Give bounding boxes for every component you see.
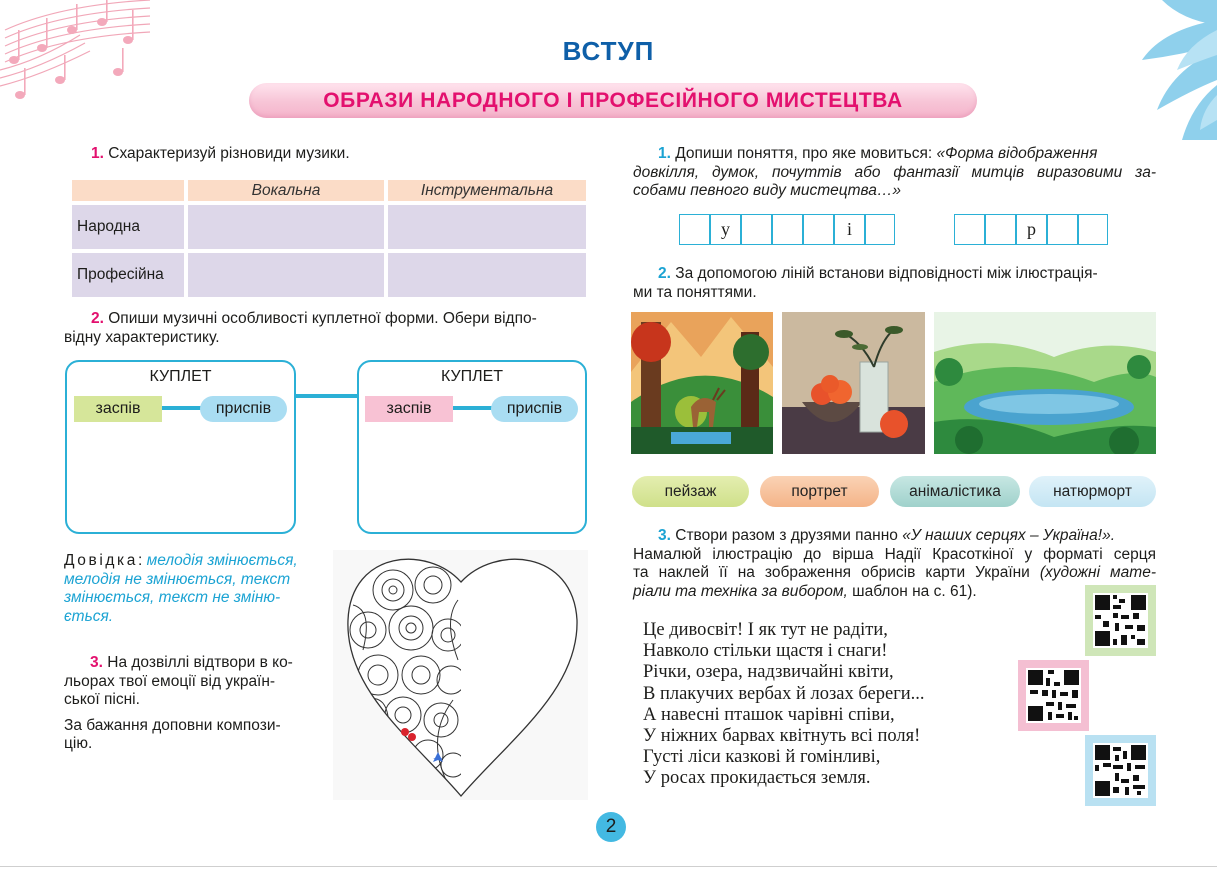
letter-box[interactable] — [803, 214, 834, 245]
letter-box[interactable] — [772, 214, 803, 245]
letter-box[interactable] — [1078, 214, 1108, 245]
letter-box[interactable] — [1047, 214, 1078, 245]
task-text: та наклей її на зображення обрисів карти України — [633, 564, 1030, 582]
letter-box[interactable]: і — [834, 214, 865, 245]
letter-box[interactable] — [865, 214, 895, 245]
kuplet-box-1[interactable] — [65, 360, 296, 534]
task-text: За бажання доповни компози- — [64, 716, 281, 734]
task-text: ми та поняттями. — [633, 283, 757, 301]
heart-coloring-illustration[interactable] — [333, 550, 588, 800]
left-task3 — [64, 654, 326, 754]
poem-line: А навесні пташок чарівні співи, — [643, 704, 895, 725]
table-corner — [72, 180, 184, 201]
concept-portrait[interactable]: портрет — [760, 476, 879, 507]
right-task2 — [633, 265, 1156, 302]
poem-line: Це дивосвіт! І як тут не радіти, — [643, 620, 888, 640]
left-task1 — [91, 145, 350, 164]
task-number: 2. — [658, 265, 671, 282]
letter-box[interactable] — [679, 214, 710, 245]
task-text: (художні мате- — [1039, 564, 1156, 582]
poem-line: В плакучих вербах й лозах береги... — [643, 683, 925, 704]
right-task3 — [633, 527, 1156, 601]
reference-label: Довідка — [64, 552, 138, 569]
qr-code-icon[interactable] — [1085, 735, 1156, 806]
page-bottom-divider — [0, 866, 1217, 867]
landscape-illustration[interactable] — [934, 312, 1156, 454]
concept-landscape[interactable]: пейзаж — [632, 476, 749, 507]
still-life-illustration[interactable] — [782, 312, 925, 454]
task-text: Створи разом з друзями панно — [675, 527, 898, 544]
task-text: цію. — [64, 735, 93, 753]
reference-block: Довідка: мелодія змінюється, мелодія не змінюється, текст змінюється, текст не зміню- ється. — [64, 552, 326, 626]
letter-box[interactable]: р — [1016, 214, 1047, 245]
kuplet-title: КУПЛЕТ — [440, 368, 504, 385]
task-text: Схарактеризуй різновиди музики. — [108, 145, 350, 162]
kuplet-connector — [296, 394, 357, 398]
chip-pryspiv[interactable]: приспів — [200, 396, 287, 422]
poem-line: Річки, озера, надзвичайні квіти, — [643, 662, 894, 683]
table-cell[interactable] — [188, 253, 384, 297]
task-text: ріали та техніка за вибором, — [633, 582, 848, 600]
letter-box[interactable] — [985, 214, 1016, 245]
table-row-professional: Професійна — [72, 253, 184, 297]
poem-line: У росах прокидається земля. — [643, 768, 871, 789]
concept-still-life[interactable]: натюрморт — [1029, 476, 1156, 507]
chip-zaspiv[interactable]: заспів — [365, 396, 453, 422]
reference-option: мелодія не змінюється, текст — [64, 570, 291, 588]
reference-option: змінюється, текст не зміню- — [64, 589, 281, 607]
chip-connector — [160, 406, 204, 410]
task-quote: «Форма відображення — [936, 145, 1098, 162]
task-text: шаблон на с. 61). — [852, 582, 977, 600]
poem — [643, 620, 925, 790]
task-number: 1. — [658, 145, 671, 162]
kuplet-title: КУПЛЕТ — [149, 368, 212, 385]
chip-connector — [451, 406, 495, 410]
task-number: 2. — [91, 310, 104, 327]
task-text: За допомогою ліній встанови відповідності між ілюстрація- — [675, 265, 1098, 282]
deer-forest-illustration[interactable] — [631, 312, 773, 454]
task-number: 1. — [91, 145, 104, 162]
task-number: 3. — [90, 654, 103, 671]
right-task1 — [633, 145, 1156, 201]
task-text: відну характеристику. — [64, 328, 220, 346]
task-text: Допиши поняття, про яке мовиться: — [675, 145, 933, 162]
poem-line: У ніжних барвах квітнуть всі поля! — [643, 726, 921, 747]
leaves-decoration — [1122, 0, 1217, 140]
task-text: «У наших серцях – Україна!». — [902, 527, 1115, 544]
poem-line: Навколо стільки щастя і снаги! — [643, 641, 888, 662]
letter-box[interactable]: у — [710, 214, 741, 245]
table-row-folk: Народна — [72, 205, 184, 249]
task-number: 3. — [658, 527, 671, 544]
task-text: ської пісні. — [64, 691, 140, 709]
page-number: 2 — [596, 812, 626, 842]
letter-box[interactable] — [741, 214, 772, 245]
task-text: На дозвіллі відтвори в ко- — [107, 654, 293, 671]
reference-option: ється. — [64, 607, 114, 625]
reference-option: мелодія змінюється, — [146, 552, 298, 569]
table-header-instrumental: Інструментальна — [388, 180, 586, 201]
chip-zaspiv[interactable]: заспів — [74, 396, 162, 422]
left-task2 — [64, 310, 588, 347]
kuplet-box-2[interactable] — [357, 360, 587, 534]
table-cell[interactable] — [388, 205, 586, 249]
task-quote: довкілля, думок, почуттів або фантазії митців виразовими за- — [633, 163, 1156, 181]
task-text: льорах твої емоції від україн- — [64, 672, 276, 690]
chip-pryspiv[interactable]: приспів — [491, 396, 578, 422]
topic-banner — [249, 83, 977, 118]
table-header-vocal: Вокальна — [188, 180, 384, 201]
topic-title: ОБРАЗИ НАРОДНОГО І ПРОФЕСІЙНОГО МИСТЕЦТВА — [323, 89, 903, 112]
table-cell[interactable] — [188, 205, 384, 249]
table-cell[interactable] — [388, 253, 586, 297]
poem-line: Густі ліси казкові й гомінливі, — [643, 747, 881, 768]
letter-box[interactable] — [954, 214, 985, 245]
qr-code-icon[interactable] — [1018, 660, 1089, 731]
section-title: ВСТУП — [562, 36, 655, 66]
task-quote: собами певного виду мистецтва…» — [633, 182, 902, 200]
concept-animalism[interactable]: анімалістика — [890, 476, 1020, 507]
task-text: Намалюй ілюстрацію до вірша Надії Красоткіної у форматі серця — [633, 545, 1156, 563]
task-text: Опиши музичні особливості куплетної форми. Обери відпо- — [108, 310, 537, 327]
qr-code-icon[interactable] — [1085, 585, 1156, 656]
